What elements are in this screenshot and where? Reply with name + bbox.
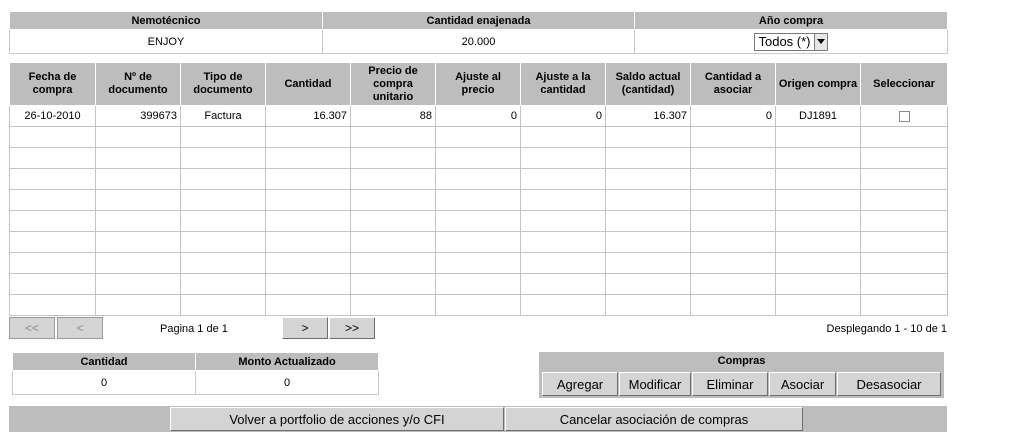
empty-cell [776,148,861,169]
empty-cell [521,190,606,211]
summary-table [12,352,379,395]
empty-cell [181,148,266,169]
empty-cell [10,148,96,169]
bottom-action-bar [9,406,947,432]
select-row-checkbox[interactable] [899,111,910,122]
empty-cell [436,148,521,169]
empty-cell [691,232,776,253]
empty-table-row [10,232,948,253]
tipo-cell: Factura [181,106,266,127]
empty-cell [691,295,776,316]
compras-panel [539,352,944,398]
compras-title: Compras [717,355,766,367]
column-header-line: Fecha de [28,71,77,83]
empty-cell [351,232,436,253]
column-header-line: Precio de [368,64,418,77]
column-header-line: cantidad [540,84,586,96]
anio-compra-selected-value: Todos (*) [758,33,811,49]
empty-cell [606,169,691,190]
fecha-compra-column-header [10,63,96,106]
volver-portfolio-button[interactable]: Volver a portfolio de acciones y/o CFI [170,407,504,431]
empty-cell [521,127,606,148]
origen-compra-column-header [776,63,861,106]
prev-page-button[interactable]: < [57,317,103,339]
empty-cell [436,169,521,190]
empty-cell [691,169,776,190]
empty-cell [776,274,861,295]
summary-cantidad-header: Cantidad [13,353,196,371]
empty-cell [436,190,521,211]
eliminar-button[interactable]: Eliminar [692,372,768,396]
empty-cell [521,169,606,190]
empty-cell [351,190,436,211]
empty-cell [351,253,436,274]
empty-cell [436,274,521,295]
empty-cell [861,253,948,274]
empty-cell [776,127,861,148]
empty-cell [861,190,948,211]
empty-cell [606,148,691,169]
empty-cell [776,253,861,274]
display-count: Desplegando 1 - 10 de 1 [826,323,947,335]
empty-cell [861,169,948,190]
column-header-line: Tipo de [203,71,243,83]
saldo-actual-column-header [606,63,691,106]
empty-cell [10,190,96,211]
saldo-cell: 16.307 [606,106,691,127]
origen-cell: DJ1891 [776,106,861,127]
empty-cell [436,127,521,148]
empty-cell [266,274,351,295]
empty-cell [606,232,691,253]
empty-cell [96,232,181,253]
empty-cell [10,127,96,148]
modificar-button[interactable]: Modificar [619,372,691,396]
empty-cell [266,232,351,253]
agregar-button[interactable]: Agregar [542,372,618,396]
column-header-line: Cantidad a [704,71,762,83]
empty-cell [606,211,691,232]
column-header-line: Nº de [124,71,152,83]
empty-cell [96,148,181,169]
empty-cell [351,148,436,169]
empty-cell [181,295,266,316]
empty-cell [96,190,181,211]
empty-cell [10,295,96,316]
page-indicator: Pagina 1 de 1 [160,323,228,335]
empty-cell [10,169,96,190]
empty-table-row [10,274,948,295]
cantidad-asociar-column-header [691,63,776,106]
desasociar-button[interactable]: Desasociar [837,372,941,396]
operation-info-table [9,11,948,54]
empty-cell [181,253,266,274]
column-header-line: documento [108,84,168,96]
column-header-line: asociar [713,84,753,96]
ajuste-cantidad-column-header [521,63,606,106]
empty-cell [606,190,691,211]
nro-documento-column-header [96,63,181,106]
empty-table-row [10,253,948,274]
empty-cell [776,295,861,316]
empty-cell [436,295,521,316]
tipo-documento-column-header [181,63,266,106]
first-page-button[interactable]: << [9,317,55,339]
empty-cell [266,253,351,274]
ajuste-precio-cell: 0 [436,106,521,127]
empty-cell [436,253,521,274]
empty-cell [96,211,181,232]
empty-cell [181,232,266,253]
empty-cell [181,274,266,295]
empty-cell [10,211,96,232]
empty-cell [181,127,266,148]
seleccionar-cell [861,106,948,127]
empty-cell [861,232,948,253]
empty-cell [266,148,351,169]
empty-cell [606,274,691,295]
documento-cell: 399673 [96,106,181,127]
empty-cell [521,295,606,316]
column-header-line: Seleccionar [873,77,935,90]
empty-cell [521,211,606,232]
cantidad-enajenada-value: 20.000 [323,30,635,54]
empty-cell [266,211,351,232]
empty-cell [181,211,266,232]
empty-table-row [10,295,948,316]
column-header-line: Ajuste a la [535,71,591,83]
cantidad-enajenada-header: Cantidad enajenada [323,12,635,30]
empty-cell [691,148,776,169]
empty-cell [861,127,948,148]
empty-cell [10,232,96,253]
empty-cell [861,274,948,295]
empty-cell [181,169,266,190]
empty-cell [521,274,606,295]
empty-cell [776,169,861,190]
precio-compra-unitario-column-header [351,63,436,106]
empty-cell [181,190,266,211]
empty-cell [351,211,436,232]
empty-cell [606,253,691,274]
empty-cell [96,253,181,274]
ajuste-cantidad-cell: 0 [521,106,606,127]
empty-table-row [10,211,948,232]
empty-cell [351,169,436,190]
cantidad-cell: 16.307 [266,106,351,127]
column-header-line: (cantidad) [621,84,675,96]
cancelar-asociacion-button[interactable]: Cancelar asociación de compras [505,407,803,431]
next-page-button[interactable]: > [282,317,328,339]
seleccionar-column-header [861,63,948,106]
empty-table-row [10,148,948,169]
empty-cell [266,127,351,148]
summary-monto-value: 0 [196,371,379,395]
column-header-line: unitario [372,90,414,103]
empty-cell [606,127,691,148]
empty-cell [96,274,181,295]
anio-compra-cell [635,30,948,54]
empty-cell [776,190,861,211]
empty-cell [436,232,521,253]
empty-cell [861,148,948,169]
cantidad-asociar-cell: 0 [691,106,776,127]
empty-cell [266,190,351,211]
anio-compra-header: Año compra [635,12,948,30]
empty-table-row [10,169,948,190]
column-header-line: precio [461,84,495,96]
empty-cell [691,127,776,148]
empty-cell [691,274,776,295]
empty-cell [861,295,948,316]
summary-cantidad-value: 0 [13,371,196,395]
empty-cell [691,190,776,211]
empty-table-row [10,190,948,211]
empty-cell [266,295,351,316]
empty-cell [691,211,776,232]
cantidad-column-header [266,63,351,106]
column-header-line: Ajuste al [455,71,501,83]
empty-cell [776,232,861,253]
empty-table-row [10,127,948,148]
column-header-line: compra [373,77,413,90]
empty-cell [521,253,606,274]
empty-cell [96,169,181,190]
last-page-button[interactable]: >> [329,317,375,339]
table-row[interactable] [10,106,948,127]
nemotecnico-value: ENJOY [10,30,323,54]
empty-cell [96,295,181,316]
empty-cell [351,295,436,316]
column-header-line: Origen compra [778,77,858,90]
chevron-down-icon[interactable] [814,34,827,50]
empty-cell [351,127,436,148]
empty-cell [436,211,521,232]
empty-cell [10,274,96,295]
compras-grid [9,62,948,316]
empty-cell [10,253,96,274]
column-header-line: documento [193,84,253,96]
precio-cell: 88 [351,106,436,127]
ajuste-precio-column-header [436,63,521,106]
column-header-line: Saldo actual [615,71,681,83]
empty-cell [691,253,776,274]
nemotecnico-header: Nemotécnico [10,12,323,30]
asociar-button[interactable]: Asociar [769,372,836,396]
anio-compra-select[interactable] [754,33,827,51]
empty-cell [96,127,181,148]
empty-cell [521,232,606,253]
column-header-line: compra [32,84,73,96]
summary-monto-header: Monto Actualizado [196,353,379,371]
empty-cell [861,211,948,232]
empty-cell [521,148,606,169]
fecha-cell: 26-10-2010 [10,106,96,127]
empty-cell [266,169,351,190]
empty-cell [351,274,436,295]
column-header-line: Cantidad [284,77,332,90]
empty-cell [606,295,691,316]
empty-cell [776,211,861,232]
